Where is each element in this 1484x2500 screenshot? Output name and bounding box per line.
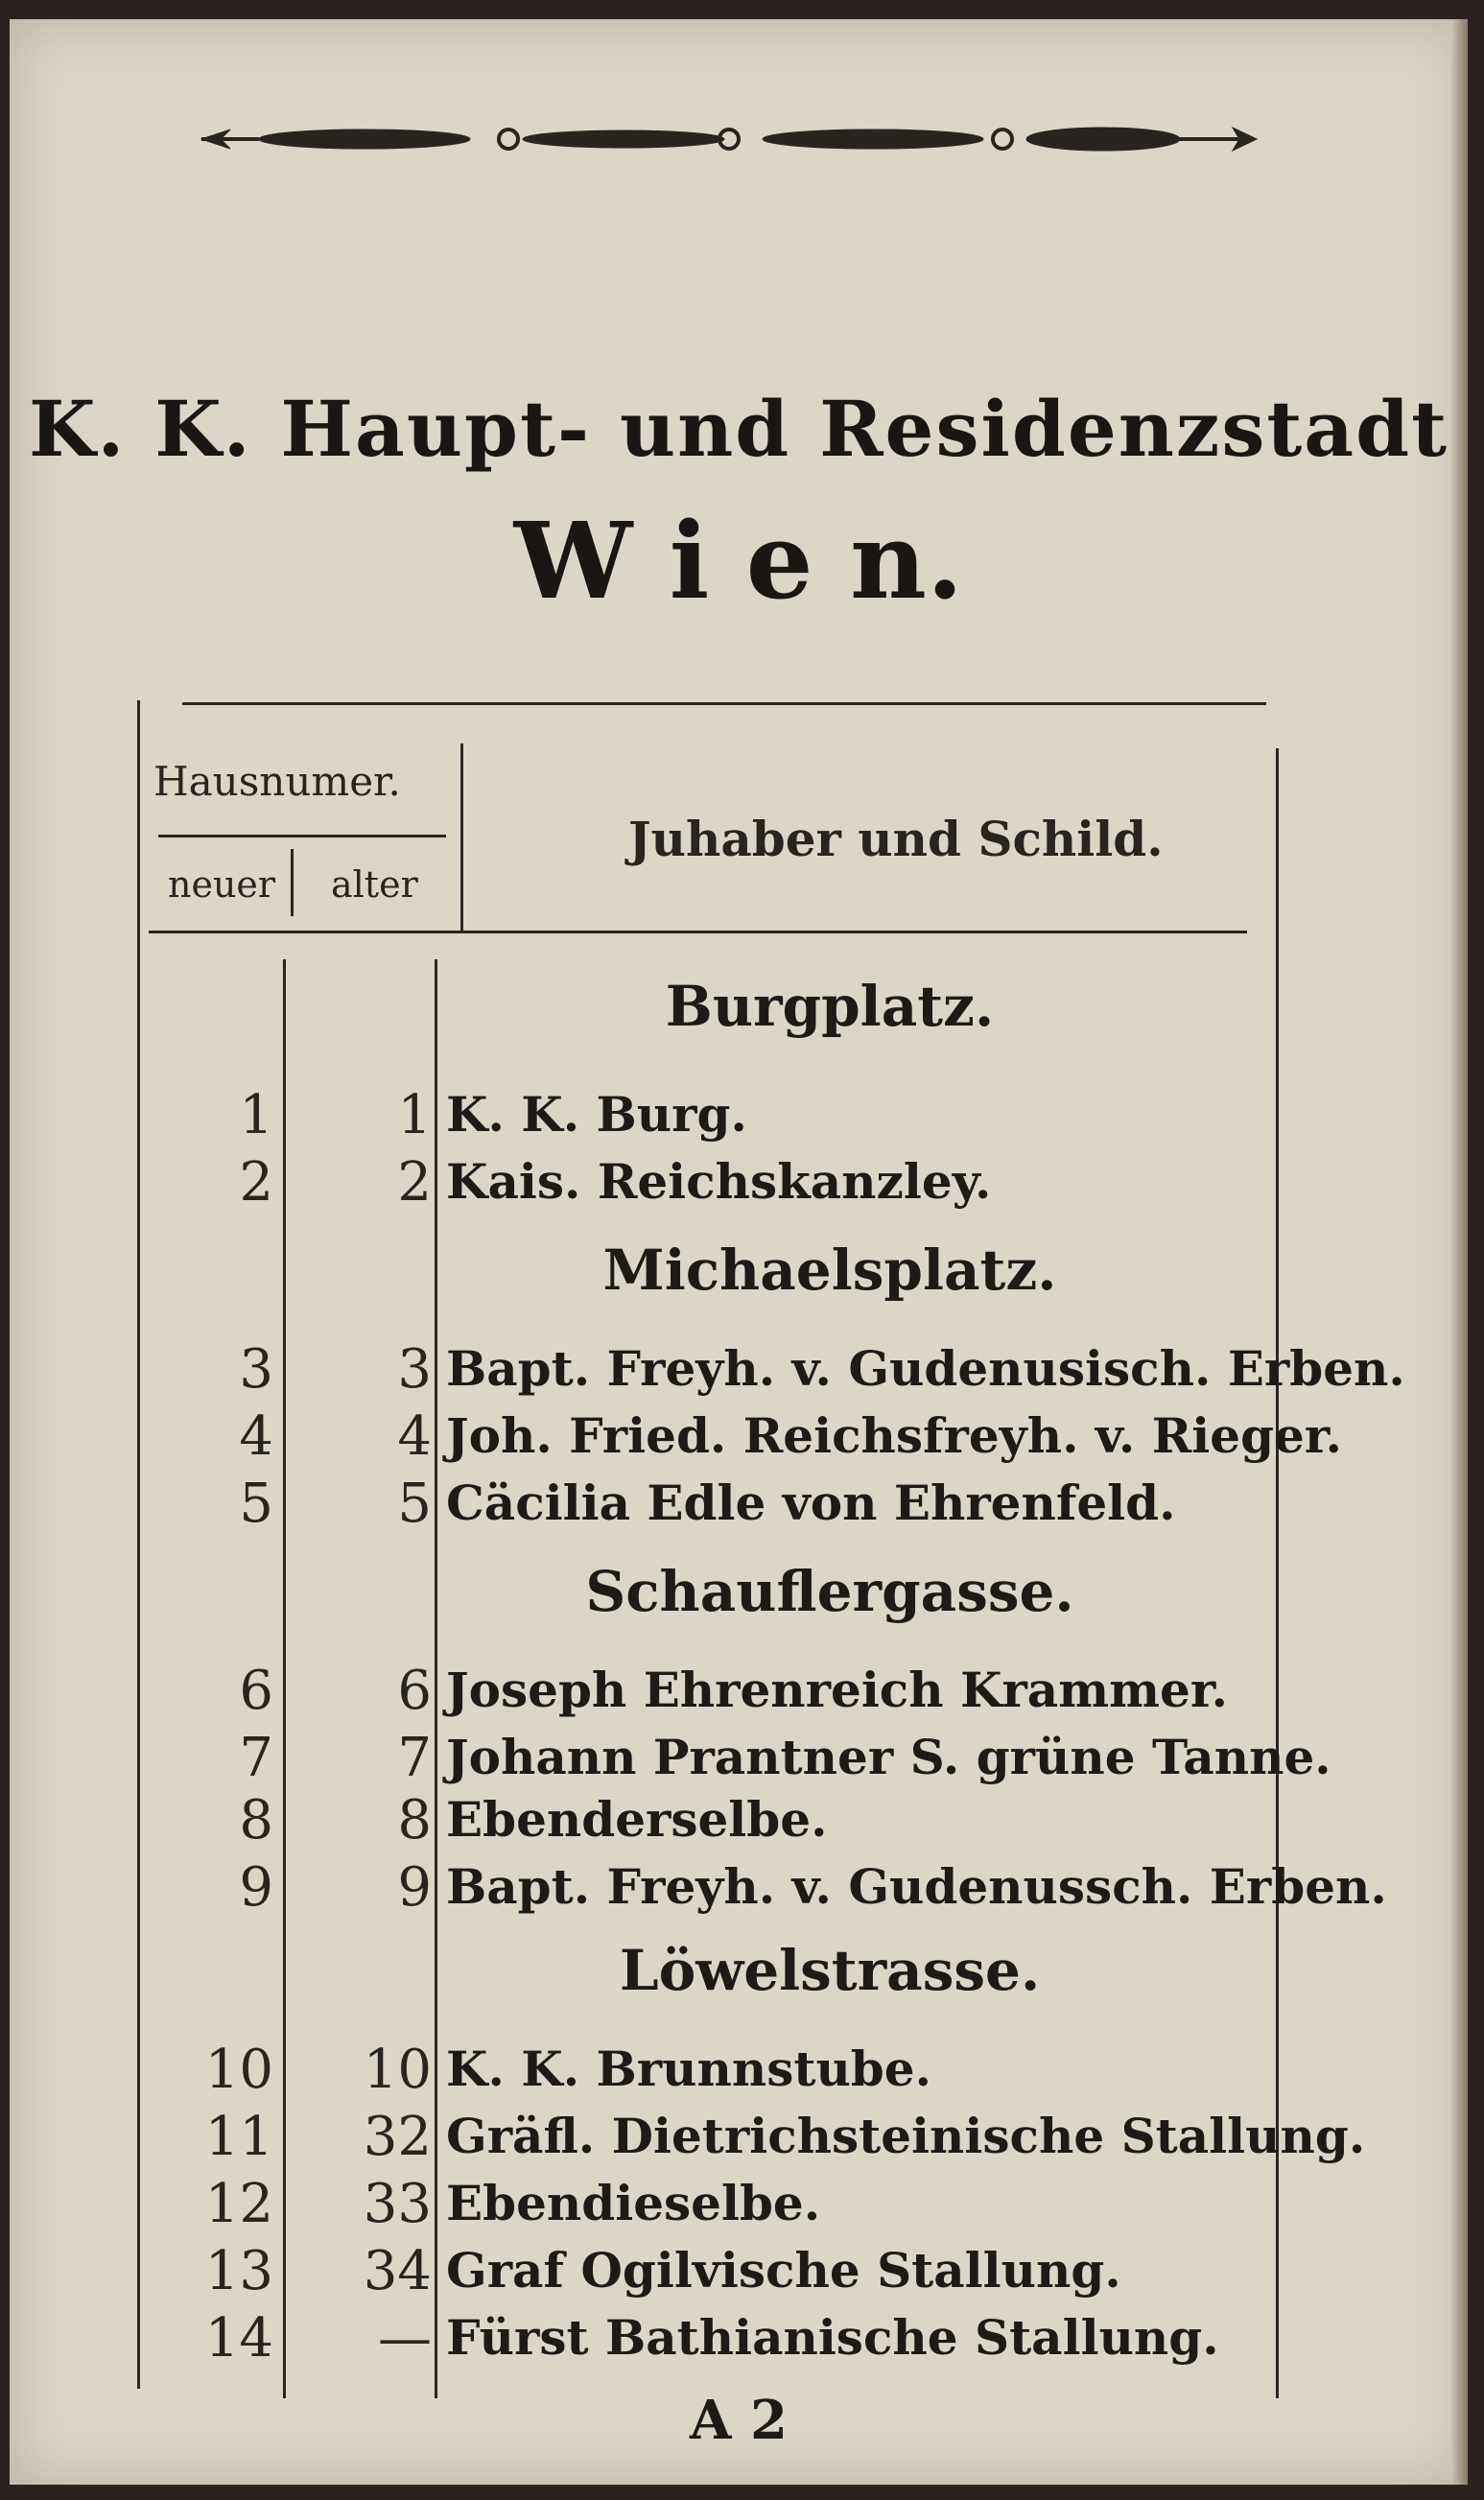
hausnumer-label: Hausnumer.: [153, 758, 401, 805]
ornament-divider: [182, 110, 1276, 168]
house-number-old: —: [378, 2307, 432, 2370]
owner-name: Ebenderselbe.: [446, 1791, 828, 1848]
house-number-new: 9: [239, 1856, 273, 1919]
owner-column-label: Juhaber und Schild.: [628, 811, 1164, 867]
owner-name: Fürst Bathianische Stallung.: [446, 2309, 1219, 2366]
house-number-old: 10: [363, 2039, 432, 2101]
house-number-new: 14: [204, 2307, 273, 2370]
house-number-new: 12: [204, 2173, 273, 2235]
owner-name: Joh. Fried. Reichsfreyh. v. Rieger.: [446, 1407, 1343, 1464]
house-number-old: 32: [363, 2106, 432, 2168]
page-title: K. K. Haupt- und Residenzstadt: [28, 384, 1449, 474]
owner-name: K. K. Brunnstube.: [446, 2040, 931, 2097]
table-row: [130, 1084, 1285, 1147]
street-heading-michaelsplatz: Michaelsplatz.: [602, 1238, 1057, 1303]
table-row: [130, 2039, 1285, 2102]
owner-name: Gräfl. Dietrichsteinische Stallung.: [446, 2108, 1366, 2164]
header-bottom-rule: [149, 931, 1247, 933]
house-number-old: 3: [397, 1338, 432, 1401]
hausnumer-underline: [158, 835, 446, 837]
house-number-old: 8: [397, 1789, 432, 1851]
table-row: [130, 1727, 1331, 1790]
owner-name: K. K. Burg.: [446, 1086, 747, 1143]
neuer-label: neuer: [168, 863, 276, 906]
house-number-old: 6: [397, 1660, 432, 1722]
house-number-old: 34: [363, 2240, 432, 2302]
city-title: W i e n.: [513, 499, 964, 623]
table-row: [130, 1856, 1387, 1920]
house-number-new: 13: [204, 2240, 273, 2302]
house-register-table: [130, 700, 1405, 2427]
book-page: [10, 19, 1468, 2485]
house-number-old: 4: [397, 1405, 432, 1468]
alter-label: alter: [331, 863, 418, 906]
house-number-old: 33: [363, 2173, 432, 2235]
house-number-new: 6: [239, 1660, 273, 1722]
street-heading-schauflergasse: Schauflergasse.: [585, 1559, 1074, 1624]
owner-name: Kais. Reichskanzley.: [446, 1153, 992, 1210]
table-row: [130, 1405, 1343, 1469]
street-heading-burgplatz: Burgplatz.: [665, 974, 995, 1039]
house-number-new: 7: [239, 1727, 273, 1789]
house-number-new: 8: [239, 1789, 273, 1851]
owner-name: Bapt. Freyh. v. Gudenussch. Erben.: [446, 1858, 1387, 1915]
signature-mark: A 2: [690, 2389, 788, 2452]
table-row: [130, 2240, 1285, 2303]
neuer-alter-divider: [291, 849, 294, 916]
house-number-old: 1: [397, 1084, 432, 1146]
house-number-old: 7: [397, 1727, 432, 1789]
owner-name: Joseph Ehrenreich Krammer.: [446, 1662, 1228, 1718]
owner-name: Cäcilia Edle von Ehrenfeld.: [446, 1474, 1176, 1531]
house-number-new: 10: [204, 2039, 273, 2101]
table-row: [130, 1151, 1285, 1215]
house-number-new: 3: [239, 1338, 273, 1401]
owner-name: Johann Prantner S. grüne Tanne.: [446, 1729, 1331, 1785]
owner-name: Ebendieselbe.: [446, 2175, 821, 2231]
house-number-old: 9: [397, 1856, 432, 1919]
house-number-old: 5: [397, 1473, 432, 1535]
house-number-new: 11: [204, 2106, 273, 2168]
table-row: [130, 1473, 1285, 1536]
table-row: [130, 2173, 1285, 2236]
street-heading-loewelstrasse: Löwelstrasse.: [619, 1938, 1041, 2003]
table-row: [130, 1338, 1405, 1402]
header-divider-vertical: [460, 743, 463, 931]
house-number-new: 5: [239, 1473, 273, 1535]
table-row: [130, 2106, 1366, 2169]
owner-name: Bapt. Freyh. v. Gudenusisch. Erben.: [446, 1340, 1405, 1397]
house-number-new: 2: [239, 1151, 273, 1214]
house-number-new: 1: [239, 1084, 273, 1146]
table-row: [130, 2307, 1285, 2370]
owner-name: Graf Ogilvische Stallung.: [446, 2242, 1121, 2299]
table-row: [130, 1660, 1285, 1723]
table-top-rule: [182, 702, 1266, 705]
house-number-new: 4: [239, 1405, 273, 1468]
house-number-old: 2: [397, 1151, 432, 1214]
table-row: [130, 1789, 1285, 1852]
